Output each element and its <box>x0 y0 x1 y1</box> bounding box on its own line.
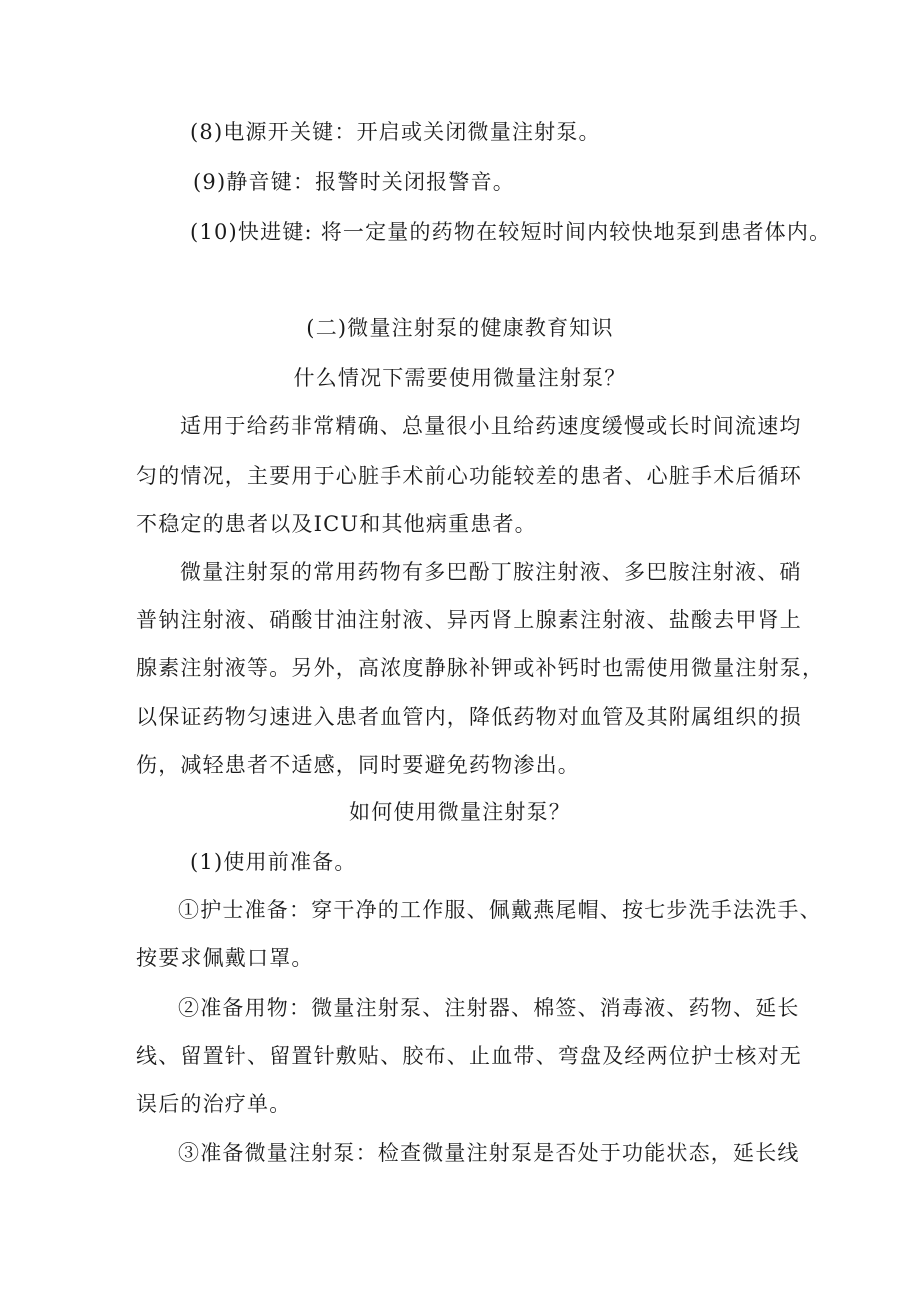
item-text: 报警时关闭报警音。 <box>315 170 515 194</box>
sub-step-supplies-line: 线、留置针、留置针敷贴、胶布、止血带、弯盘及经两位护士核对无 <box>136 1044 802 1068</box>
paragraph-usage-line: 不稳定的患者以及ICU和其他病重患者。 <box>136 512 537 536</box>
question-heading-how: 如何使用微量注射泵？ <box>349 800 571 824</box>
sub-step-nurse-line: ①护士准备：穿干净的工作服、佩戴燕尾帽、按七步洗手法洗手、 <box>178 898 822 922</box>
item-number: (10) <box>190 220 238 244</box>
section-heading: (二)微量注射泵的健康教育知识 <box>306 316 614 340</box>
sub-step-pump-line: ③准备微量注射泵：检查微量注射泵是否处于功能状态，延长线 <box>178 1141 800 1165</box>
item-label: 快进键 <box>237 220 305 244</box>
item-text: 将一定量的药物在较短时间内较快地泵到患者体内。 <box>312 220 832 244</box>
sub-step-supplies-line: 误后的治疗单。 <box>136 1092 292 1116</box>
item-power-key <box>190 118 601 146</box>
question-heading-when: 什么情况下需要使用微量注射泵？ <box>293 366 627 390</box>
item-number: (9) <box>193 170 227 194</box>
item-text: 开启或关闭微量注射泵。 <box>356 120 601 144</box>
item-separator: ： <box>292 170 316 194</box>
paragraph-usage-line: 匀的情况，主要用于心脏手术前心功能较差的患者、心脏手术后循环 <box>136 464 802 488</box>
item-fast-forward-key <box>190 218 831 246</box>
paragraph-drugs-line: 腺素注射液等。另外，高浓度静脉补钾或补钙时也需使用微量注射泵， <box>136 656 825 680</box>
item-separator: ： <box>334 120 357 144</box>
item-separator: : <box>304 220 313 244</box>
sub-step-nurse-line: 按要求佩戴口罩。 <box>136 946 314 970</box>
item-number: (8) <box>190 120 224 144</box>
paragraph-drugs-line: 普钠注射液、硝酸甘油注射液、异丙肾上腺素注射液、盐酸去甲肾上 <box>136 608 802 632</box>
step-preparation: (1)使用前准备。 <box>190 850 357 874</box>
item-label: 电源开关键 <box>223 120 335 144</box>
sub-step-supplies-line: ②准备用物：微量注射泵、注射器、棉签、消毒液、药物、延长 <box>178 996 800 1020</box>
paragraph-usage-line: 适用于给药非常精确、总量很小且给药速度缓慢或长时间流速均 <box>180 414 802 438</box>
item-label: 静音键 <box>226 170 293 194</box>
paragraph-drugs-line: 以保证药物匀速进入患者血管内，降低药物对血管及其附属组织的损 <box>136 705 802 729</box>
item-mute-key <box>193 168 515 196</box>
paragraph-drugs-line: 伤，减轻患者不适感，同时要避免药物渗出。 <box>136 753 580 777</box>
paragraph-drugs-line: 微量注射泵的常用药物有多巴酚丁胺注射液、多巴胺注射液、硝 <box>180 560 802 584</box>
